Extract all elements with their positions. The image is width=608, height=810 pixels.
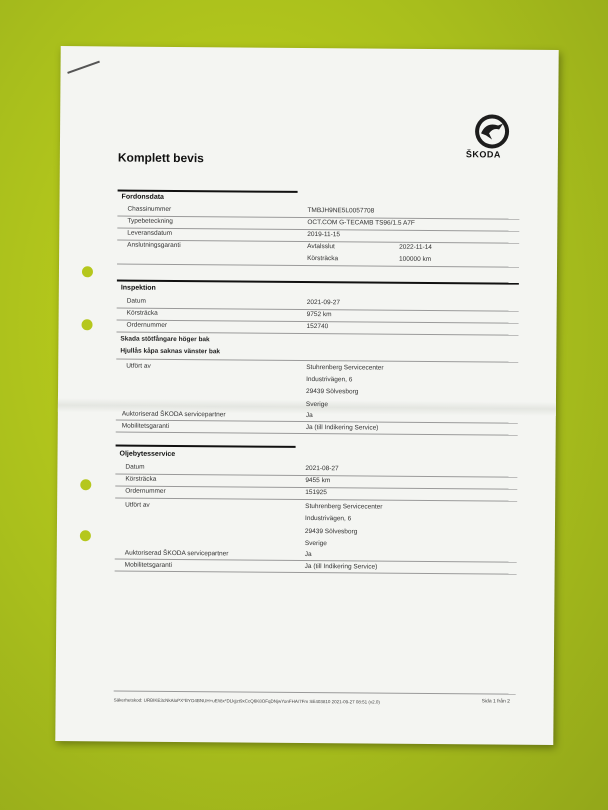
table-row: Chassinummer TMBJH9NE5L0057708 — [117, 204, 519, 220]
table-row: Leveransdatum 2019-11-15 — [117, 228, 519, 244]
section-title-oljebytesservice: Oljebytesservice — [119, 450, 176, 458]
section-title-inspektion: Inspektion — [120, 284, 156, 292]
section-rule — [117, 280, 519, 285]
skoda-logo-icon — [472, 111, 512, 151]
table-row: Ordernummer 152740 — [116, 320, 518, 336]
workshop-line: Stuhrenberg Servicecenter — [306, 363, 384, 372]
page-title: Komplett bevis — [117, 150, 204, 166]
table-row: Anslutningsgaranti Avtalsslut 2022-11-14 — [127, 241, 432, 251]
utfort-label: Utfört av — [125, 501, 150, 509]
workshop-line: Stuhrenberg Servicecenter — [305, 502, 383, 511]
punch-hole — [82, 319, 93, 330]
table-row: Datum 2021-09-27 — [117, 296, 519, 312]
table-row: Körsträcka 9455 km — [115, 473, 517, 489]
workshop-line: Industrivägen, 6 — [306, 375, 353, 384]
workshop-line: Sverige — [304, 539, 327, 548]
table-row: Typebeteckning OCT.COM G-TECAMB TS96/1.5 A7F — [117, 216, 519, 232]
table-row: Mobilitetsgaranti Ja (till Indikering Service) — [116, 420, 518, 435]
workshop-line: Industrivägen, 6 — [305, 514, 352, 523]
page-number: Sida 1 från 2 — [481, 698, 510, 705]
utfort-label: Utfört av — [126, 362, 151, 370]
security-code: Säkerhetskod: URBIKE3cNkAloPX*BYO4BNUH+uE/i8x*DLkjjzt9xCcQ6K8OFqDNjwYonFHA/7Fm SE403810 2021-09-27 08:51 (v2.0) — [113, 697, 380, 705]
workshop-line: 29439 Sölvesborg — [304, 527, 358, 536]
section-rule — [116, 444, 296, 447]
workshop-line: Sverige — [305, 400, 329, 409]
punch-hole — [80, 479, 91, 490]
divider — [116, 349, 518, 363]
table-row: Körsträcka 9752 km — [117, 308, 519, 324]
inspection-note: Hjullås kåpa saknas vänster bak — [120, 347, 221, 356]
certificate-sheet — [55, 46, 558, 745]
section-rule — [118, 190, 298, 193]
punch-hole — [80, 530, 91, 541]
pen-mark — [67, 61, 100, 74]
workshop-line: 29439 Sölvesborg — [306, 387, 359, 396]
table-row: Auktoriserad ŠKODA servicepartner Ja — [115, 547, 517, 562]
punch-hole — [82, 266, 93, 277]
table-row: Auktoriserad ŠKODA servicepartner Ja — [116, 408, 518, 423]
table-row: Mobilitetsgaranti Ja (till Indikering Service) — [115, 559, 517, 574]
inspection-note: Skada stötfångare höger bak — [120, 335, 210, 344]
footer-rule — [114, 690, 516, 694]
brand-name: ŠKODA — [465, 149, 501, 160]
table-row: Körsträcka 100000 km — [117, 252, 519, 268]
table-row: Ordernummer 151925 — [115, 485, 517, 501]
section-title-fordonsdata: Fordonsdata — [121, 193, 164, 201]
table-row: Datum 2021-08-27 — [115, 461, 517, 477]
